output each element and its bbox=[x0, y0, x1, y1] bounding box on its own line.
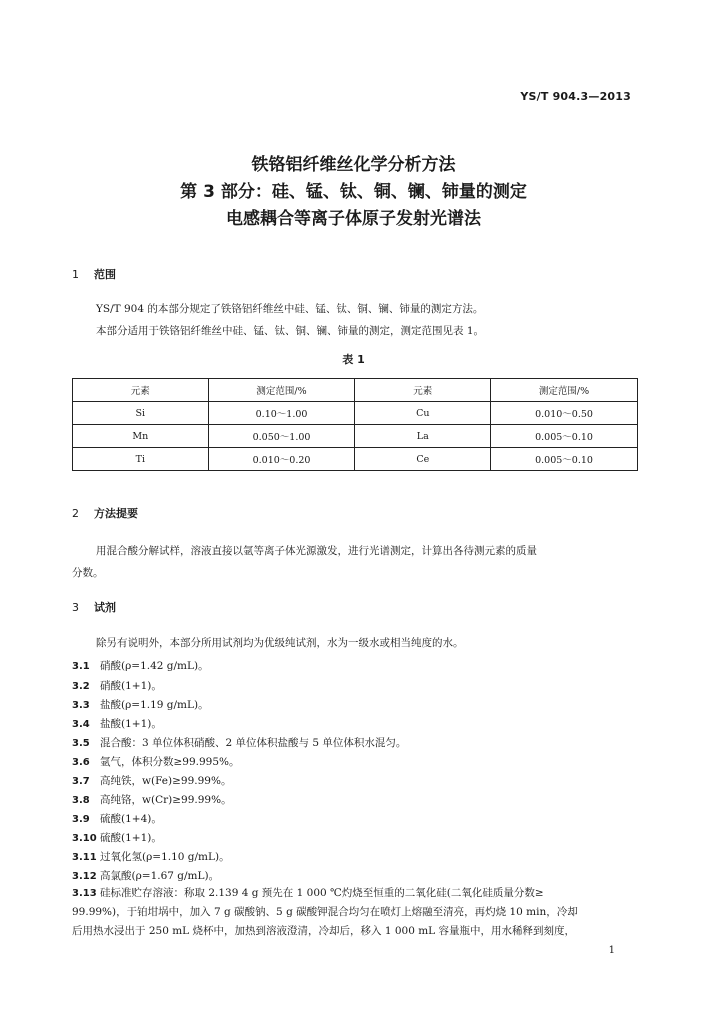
item-text: 硫酸(1+1)。 bbox=[100, 832, 162, 844]
item-number: 3.10 bbox=[72, 833, 97, 844]
item-line bbox=[72, 884, 632, 903]
table-cell: Mn bbox=[73, 425, 209, 448]
table-cell: 0.010～0.50 bbox=[491, 402, 638, 425]
item-number: 3.4 bbox=[72, 719, 90, 730]
item-number: 3.8 bbox=[72, 795, 90, 806]
section-1-paragraph-2: 本部分适用于铁铬铝纤维丝中硅、锰、钛、铜、镧、铈量的测定，测定范围见表 1。 bbox=[96, 325, 485, 337]
title-line-1: 铁铬铝纤维丝化学分析方法 bbox=[251, 155, 456, 175]
table-header-cell: 元素 bbox=[73, 379, 209, 402]
section-3-intro: 除另有说明外，本部分所用试剂均为优级纯试剂，水为一级水或相当纯度的水。 bbox=[96, 637, 464, 649]
item-line: 99.99%)，于铂坩埚中，加入 7 g 碳酸钠、5 g 碳酸钾混合均匀在喷灯上熔融至清亮，再灼烧 10 min，冷却 bbox=[72, 906, 578, 918]
list-item bbox=[72, 868, 219, 885]
item-number: 3.5 bbox=[72, 738, 90, 749]
item-number: 3.6 bbox=[72, 757, 90, 768]
item-number: 3.3 bbox=[72, 700, 90, 711]
list-item bbox=[72, 773, 231, 790]
list-item bbox=[72, 792, 232, 809]
item-number: 3.7 bbox=[72, 776, 90, 787]
table-cell: Ce bbox=[355, 448, 491, 471]
table-cell: 0.010～0.20 bbox=[208, 448, 355, 471]
list-item bbox=[72, 735, 406, 752]
title-line-2: 第 3 部分：硅、锰、钛、铜、镧、铈量的测定 bbox=[180, 182, 527, 202]
table-cell: 0.005～0.10 bbox=[491, 425, 638, 448]
item-text: 高纯铁，w(Fe)≥99.99%。 bbox=[100, 775, 232, 787]
table-header-row bbox=[73, 379, 638, 402]
table-cell: Ti bbox=[73, 448, 209, 471]
table-row bbox=[73, 425, 638, 448]
table-header-cell: 测定范围/% bbox=[491, 379, 638, 402]
table-cell: La bbox=[355, 425, 491, 448]
list-item bbox=[72, 849, 230, 866]
list-item bbox=[72, 678, 162, 695]
item-number: 3.1 bbox=[72, 661, 90, 672]
section-2-heading bbox=[72, 505, 138, 521]
title-line-3: 电感耦合等离子体原子发射光谱法 bbox=[226, 209, 481, 229]
section-number: 3 bbox=[72, 601, 79, 614]
table-header-cell: 测定范围/% bbox=[208, 379, 355, 402]
item-text: 高氯酸(ρ=1.67 g/mL)。 bbox=[100, 870, 220, 882]
table-cell: Cu bbox=[355, 402, 491, 425]
item-text: 氩气，体积分数≥99.995%。 bbox=[100, 756, 240, 768]
item-number: 3.11 bbox=[72, 852, 97, 863]
table-cell: 0.050～1.00 bbox=[208, 425, 355, 448]
standard-code: YS/T 904.3—2013 bbox=[520, 90, 631, 103]
section-title: 范围 bbox=[94, 268, 116, 281]
item-text: 混合酸：3 单位体积硝酸、2 单位体积盐酸与 5 单位体积水混匀。 bbox=[100, 737, 407, 749]
list-item bbox=[72, 811, 162, 828]
section-number: 2 bbox=[72, 507, 79, 520]
item-text: 高纯铬，w(Cr)≥99.99%。 bbox=[100, 794, 232, 806]
item-number: 3.13 bbox=[72, 888, 97, 899]
list-item bbox=[72, 658, 209, 675]
section-title: 试剂 bbox=[94, 601, 116, 614]
item-text: 硫酸(1+4)。 bbox=[100, 813, 162, 825]
list-item bbox=[72, 754, 240, 771]
table-row bbox=[73, 402, 638, 425]
table-row bbox=[73, 448, 638, 471]
page-number: 1 bbox=[608, 945, 615, 956]
table-cell: 0.005～0.10 bbox=[491, 448, 638, 471]
table-header-cell: 元素 bbox=[355, 379, 491, 402]
item-text: 硅标准贮存溶液：称取 2.139 4 g 预先在 1 000 ℃灼烧至恒重的二氧化硅(二氧化硅质量分数≥ bbox=[100, 887, 544, 899]
list-item-3-13 bbox=[72, 884, 632, 941]
item-number: 3.9 bbox=[72, 814, 90, 825]
table-cell: Si bbox=[73, 402, 209, 425]
section-number: 1 bbox=[72, 268, 79, 281]
section-title: 方法提要 bbox=[94, 507, 138, 520]
list-item bbox=[72, 830, 162, 847]
range-table bbox=[72, 378, 638, 471]
item-text: 硝酸(1+1)。 bbox=[100, 680, 162, 692]
section-1-heading bbox=[72, 266, 116, 282]
list-item bbox=[72, 716, 162, 733]
item-text: 过氧化氢(ρ=1.10 g/mL)。 bbox=[100, 851, 230, 863]
item-text: 盐酸(1+1)。 bbox=[100, 718, 162, 730]
item-number: 3.2 bbox=[72, 681, 90, 692]
item-text: 硝酸(ρ=1.42 g/mL)。 bbox=[100, 660, 209, 672]
section-3-heading bbox=[72, 599, 116, 615]
table-cell: 0.10～1.00 bbox=[208, 402, 355, 425]
section-2-paragraph-line-1: 用混合酸分解试样，溶液直接以氩等离子体光源激发，进行光谱测定，计算出各待测元素的质量 bbox=[96, 545, 537, 557]
item-line: 后用热水浸出于 250 mL 烧杯中，加热到溶液澄清，冷却后，移入 1 000 mL 容量瓶中，用水稀释到刻度， bbox=[72, 925, 575, 937]
list-item bbox=[72, 697, 209, 714]
item-text: 盐酸(ρ=1.19 g/mL)。 bbox=[100, 699, 209, 711]
section-2-paragraph-line-2: 分数。 bbox=[72, 567, 104, 579]
section-1-paragraph-1: YS/T 904 的本部分规定了铁铬铝纤维丝中硅、锰、钛、铜、镧、铈量的测定方法。 bbox=[96, 303, 484, 315]
item-number: 3.12 bbox=[72, 871, 97, 882]
table-caption: 表 1 bbox=[342, 353, 365, 366]
